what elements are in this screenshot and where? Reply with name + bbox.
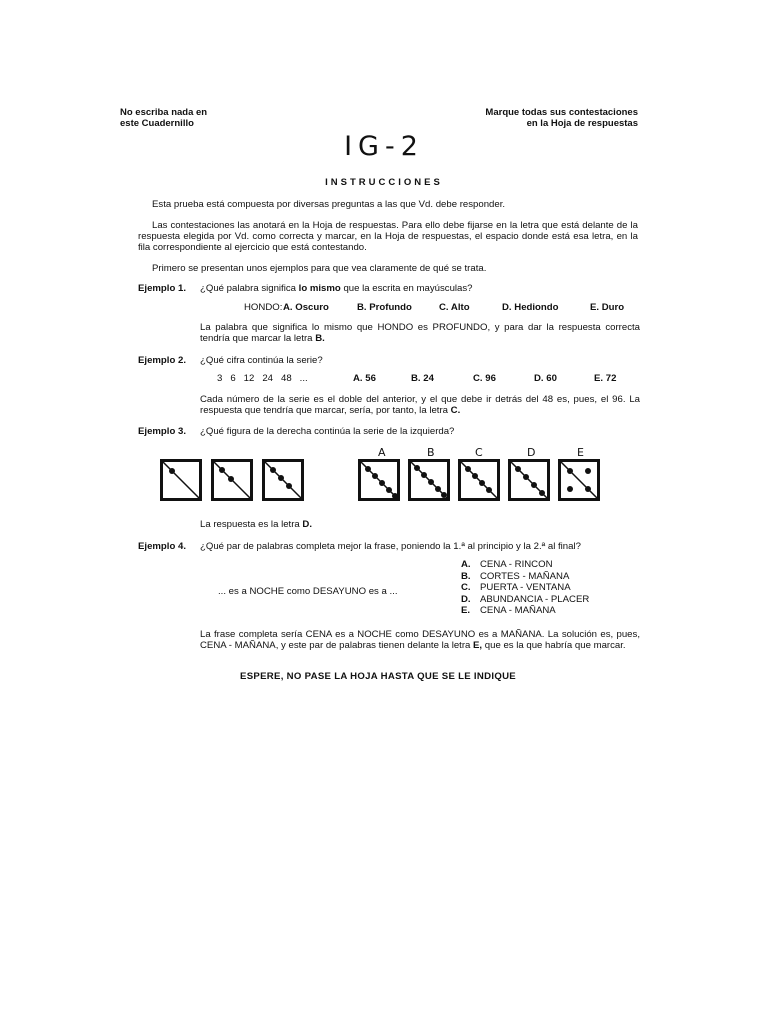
footer-wait-notice: ESPERE, NO PASE LA HOJA HASTA QUE SE LE INDIQUE (240, 671, 517, 682)
series-figure-1 (160, 459, 202, 501)
example-1-expl-answer: B. (315, 333, 325, 344)
example-4-option-b (461, 571, 589, 583)
header-right-line1: Marque todas sus contestaciones (485, 107, 638, 118)
example-2-label: Ejemplo 2. (138, 355, 186, 366)
example-4-explanation (200, 629, 640, 651)
example-4-option-a (461, 559, 589, 571)
example-2-option-d: D. 60 (534, 373, 557, 384)
header-left (120, 107, 207, 129)
example-2-option-a: A. 56 (353, 373, 376, 384)
example-1-option-c: C. Alto (439, 302, 470, 313)
example-1-question (200, 283, 473, 294)
example-2-option-b: B. 24 (411, 373, 434, 384)
example-4-option-c (461, 582, 589, 594)
example-4-sentence: ... es a NOCHE como DESAYUNO es a ... (218, 586, 398, 597)
example-4-option-b-text: CORTES - MAÑANA (480, 570, 570, 582)
page-title: IG-2 (344, 131, 424, 162)
example-1-question-bold: lo mismo (298, 283, 341, 294)
header-left-line1: No escriba nada en (120, 107, 208, 118)
example-3-expl-text: La respuesta es la letra (200, 519, 303, 530)
intro-paragraph-1: Esta prueba está compuesta por diversas preguntas a las que Vd. debe responder. (152, 199, 506, 210)
example-4-expl-post: que es la que habría que marcar. (482, 640, 626, 651)
example-1-options (244, 302, 644, 316)
header-right (485, 107, 638, 129)
figure-letter-c: C (475, 446, 483, 459)
example-2-series: 3 6 12 24 48 ... (217, 373, 308, 384)
example-4-option-e (461, 605, 589, 617)
series-figure-2 (211, 459, 253, 501)
example-1-question-pre: ¿Qué palabra significa (200, 283, 299, 294)
example-4-option-c-text: PUERTA - VENTANA (480, 582, 571, 593)
example-3-label: Ejemplo 3. (138, 426, 186, 437)
series-figure-3 (262, 459, 304, 501)
example-1-option-a: A. Oscuro (283, 302, 329, 313)
example-4-option-a-letter: A. (461, 559, 471, 570)
example-4-question: ¿Qué par de palabras completa mejor la frase, poniendo la 1.ª al principio y la 2.ª al final? (200, 541, 581, 552)
instructions-heading: INSTRUCCIONES (325, 177, 443, 188)
header-right-line2: en la Hoja de respuestas (526, 118, 638, 129)
example-1-explanation (200, 322, 640, 344)
option-figure-c (458, 459, 500, 501)
option-figure-a (358, 459, 400, 501)
example-4-expl-answer: E, (473, 640, 483, 651)
example-2-option-e: E. 72 (594, 373, 617, 384)
example-3-explanation (200, 519, 312, 530)
example-2-expl-text: Cada número de la serie es el doble del anterior, y el que debe ir detrás del 48 es, pues, el 96. La respuesta que tendría que marcar, sería, por tanto, la letra (200, 394, 640, 416)
option-figure-e (558, 459, 600, 501)
example-2-question: ¿Qué cifra continúa la serie? (200, 355, 323, 366)
example-1-word: HONDO: (244, 302, 283, 313)
example-4-expl-text: La frase completa sería CENA es a NOCHE como DESAYUNO es a MAÑANA. La solución es, pues, CENA - MAÑANA, y este par de palabras tienen delante la letra (200, 629, 640, 651)
intro-paragraph-2: Las contestaciones las anotará en la Hoja de respuestas. Para ello debe fijarse en la letra que está delante de la respuesta elegida por Vd. como correcta y marcar, en la Hoja de respuestas, el espacio donde está esa letra, en la fila correspondiente al ejercicio que está contestando. (138, 220, 638, 253)
example-4-option-e-text: CENA - MAÑANA (480, 605, 556, 616)
option-figure-d (508, 459, 550, 501)
example-4-options (461, 559, 589, 617)
example-2-options (217, 373, 637, 387)
intro-paragraph-3: Primero se presentan unos ejemplos para que vea claramente de qué se trata. (152, 263, 487, 274)
example-4-option-e-letter: E. (461, 605, 471, 616)
example-2-expl-answer: C. (450, 405, 461, 416)
example-4-option-d-text: ABUNDANCIA - PLACER (480, 593, 590, 605)
example-2-option-c: C. 96 (473, 373, 496, 384)
example-4-option-c-letter: C. (461, 582, 471, 593)
example-4-option-d-letter: D. (461, 593, 471, 605)
example-4-label: Ejemplo 4. (138, 541, 186, 552)
example-3-question: ¿Qué figura de la derecha continúa la serie de la izquierda? (200, 426, 455, 437)
example-4-option-a-text: CENA - RINCON (480, 559, 553, 570)
example-4-option-d (461, 594, 589, 606)
example-1-option-d: D. Hediondo (502, 302, 559, 313)
figure-letter-e: E (577, 446, 584, 459)
figure-letter-b: B (427, 446, 435, 459)
example-4-option-b-letter: B. (461, 570, 471, 582)
example-1-question-post: que la escrita en mayúsculas? (340, 283, 473, 294)
example-1-option-e: E. Duro (590, 302, 625, 313)
option-figure-b (408, 459, 450, 501)
example-1-expl-text: La palabra que significa lo mismo que HONDO es PROFUNDO, y para dar la respuesta correcta tendría que marcar la letra (200, 322, 640, 344)
header-left-line2: este Cuadernillo (120, 118, 194, 129)
figure-letter-d: D (527, 446, 536, 459)
figure-letter-a: A (378, 446, 386, 459)
example-1-label: Ejemplo 1. (138, 283, 186, 294)
example-2-explanation (200, 394, 640, 416)
example-1-option-b: B. Profundo (357, 302, 412, 313)
example-3-expl-answer: D. (302, 519, 312, 530)
